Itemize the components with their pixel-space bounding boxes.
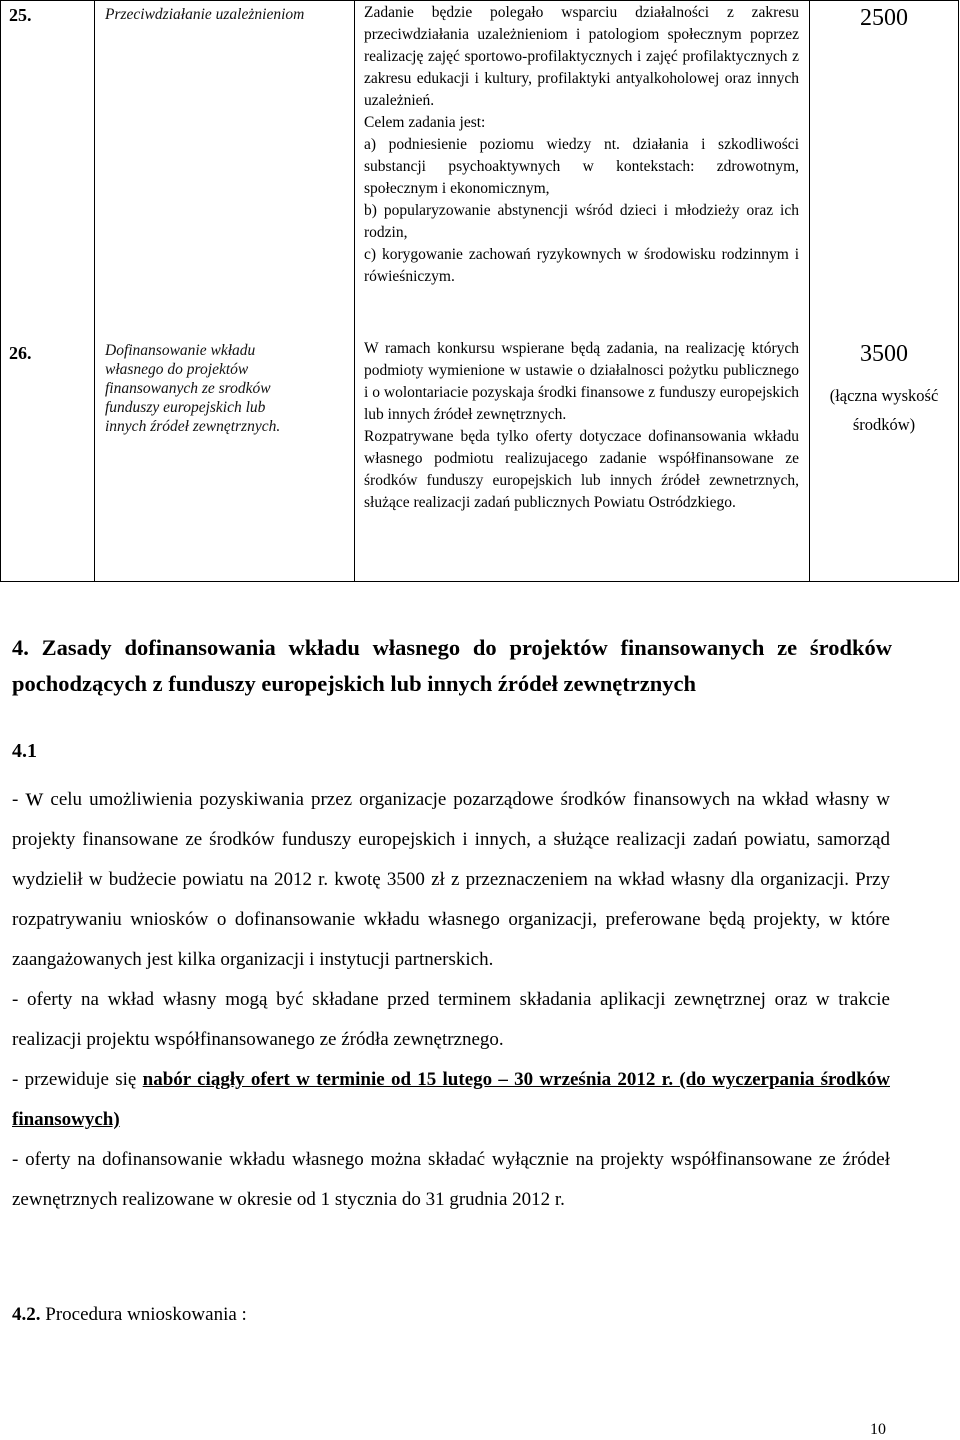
emphasized-text: nabór ciągły ofert w terminie od 15 lutego – 30 września 2012 r. (do wyczerpania środków finansowych) xyxy=(12,1069,890,1130)
task-description xyxy=(364,338,799,514)
body-text: - przewiduje się xyxy=(12,1069,143,1090)
task-name: Przeciwdziałanie uzależnieniom xyxy=(105,6,305,23)
task-amount: 3500 xyxy=(860,341,908,367)
section-body xyxy=(12,778,890,1220)
row-number: 26. xyxy=(9,343,32,363)
body-paragraph: - oferty na dofinansowanie wkładu własnego można składać wyłącznie na projekty współfinansowane ze źródeł zewnętrznych realizowane w okresie od 1 stycznia do 31 grudnia 2012 r. xyxy=(12,1149,890,1210)
procedure-heading xyxy=(12,1304,247,1326)
description-paragraph: Rozpatrywane będa tylko oferty dotyczace dofinansowania wkładu własnego podmiotu realizujacego zadanie współfinansowane ze środków funduszy europejskich lub innych źródeł zewnetrznych, służące realizacji zadań publicznych Powiatu Ostródzkiego. xyxy=(364,428,799,511)
description-paragraph: W ramach konkursu wspierane będą zadania, na realizację których podmioty wymienione w ustawie o działalnosci pożytku publicznego i o wolontariacie pozyskaja środki finansowe z funduszy europejskich lub innych źródeł zewnętrznych. xyxy=(364,340,799,423)
body-text: w xyxy=(25,784,44,811)
task-description xyxy=(364,2,799,288)
page-number: 10 xyxy=(870,1421,886,1438)
table-column-divider xyxy=(94,1,95,581)
procedure-label: Procedura wnioskowania : xyxy=(40,1304,247,1325)
body-paragraph: - oferty na wkład własny mogą być składane przed terminem składania aplikacji zewnętrznej oraz w trakcie realizacji projektu współfinansowanego ze źródła zewnętrznego. xyxy=(12,989,890,1050)
body-paragraph xyxy=(12,1060,890,1140)
description-paragraph: a) podniesienie poziomu wiedzy nt. działania i szkodliwości substancji psychoaktywnych w kontekstach: zdrowotnym, społecznym i ekonomicznym, xyxy=(364,136,799,197)
description-paragraph: Celem zadania jest: xyxy=(364,114,486,131)
description-paragraph: c) korygowanie zachowań ryzykownych w środowisku rodzinnym i rówieśniczym. xyxy=(364,246,799,285)
description-paragraph: b) popularyzowanie abstynencji wśród dzieci i młodzieży oraz ich rodzin, xyxy=(364,202,799,241)
dash-marker: - xyxy=(12,789,26,810)
body-text: celu umożliwienia pozyskiwania przez organizacje pozarządowe środków finansowych na wkład własny w projekty finansowane ze środków funduszy europejskich i innych, a służące realizacji zadań powiatu, samorząd wydzielił w budżecie powiatu na 2012 r. kwotę 3500 zł z przeznaczeniem na wkład własny dla organizacji. Przy rozpatrywaniu wniosków o dofinansowanie wkładu własnego organizacji, preferowane będą projekty, w które zaangażowanych jest kilka organizacji i instytucji partnerskich. xyxy=(12,789,891,970)
subsection-number: 4.1 xyxy=(12,740,37,762)
tasks-table xyxy=(0,0,959,582)
section-heading: 4. Zasady dofinansowania wkładu własnego do projektów finansowanych ze środków pochodzących z funduszy europejskich lub innych źródeł zewnętrznych xyxy=(12,635,892,696)
table-column-divider xyxy=(354,1,355,581)
row-number: 25. xyxy=(9,5,32,25)
task-name: Dofinansowanie wkładu własnego do projektów finansowanych ze srodków funduszy europejskich lub innych źródeł zewnętrznych. xyxy=(105,342,281,435)
table-column-divider xyxy=(809,1,810,581)
description-paragraph: Zadanie będzie polegało wsparciu działalności z zakresu przeciwdziałania uzależnieniom i patologiom społecznym poprzez realizację zajęć sportowo-profilaktycznych i zajęć profilaktycznych z zakresu edukacji i kultury, profilaktyki antyalkoholowej oraz innych uzależnień. xyxy=(364,4,799,109)
task-amount: 2500 xyxy=(860,5,908,31)
body-paragraph xyxy=(12,778,890,980)
task-amount-note: (łączna wyskość środków) xyxy=(829,386,939,434)
procedure-number: 4.2. xyxy=(12,1304,41,1325)
